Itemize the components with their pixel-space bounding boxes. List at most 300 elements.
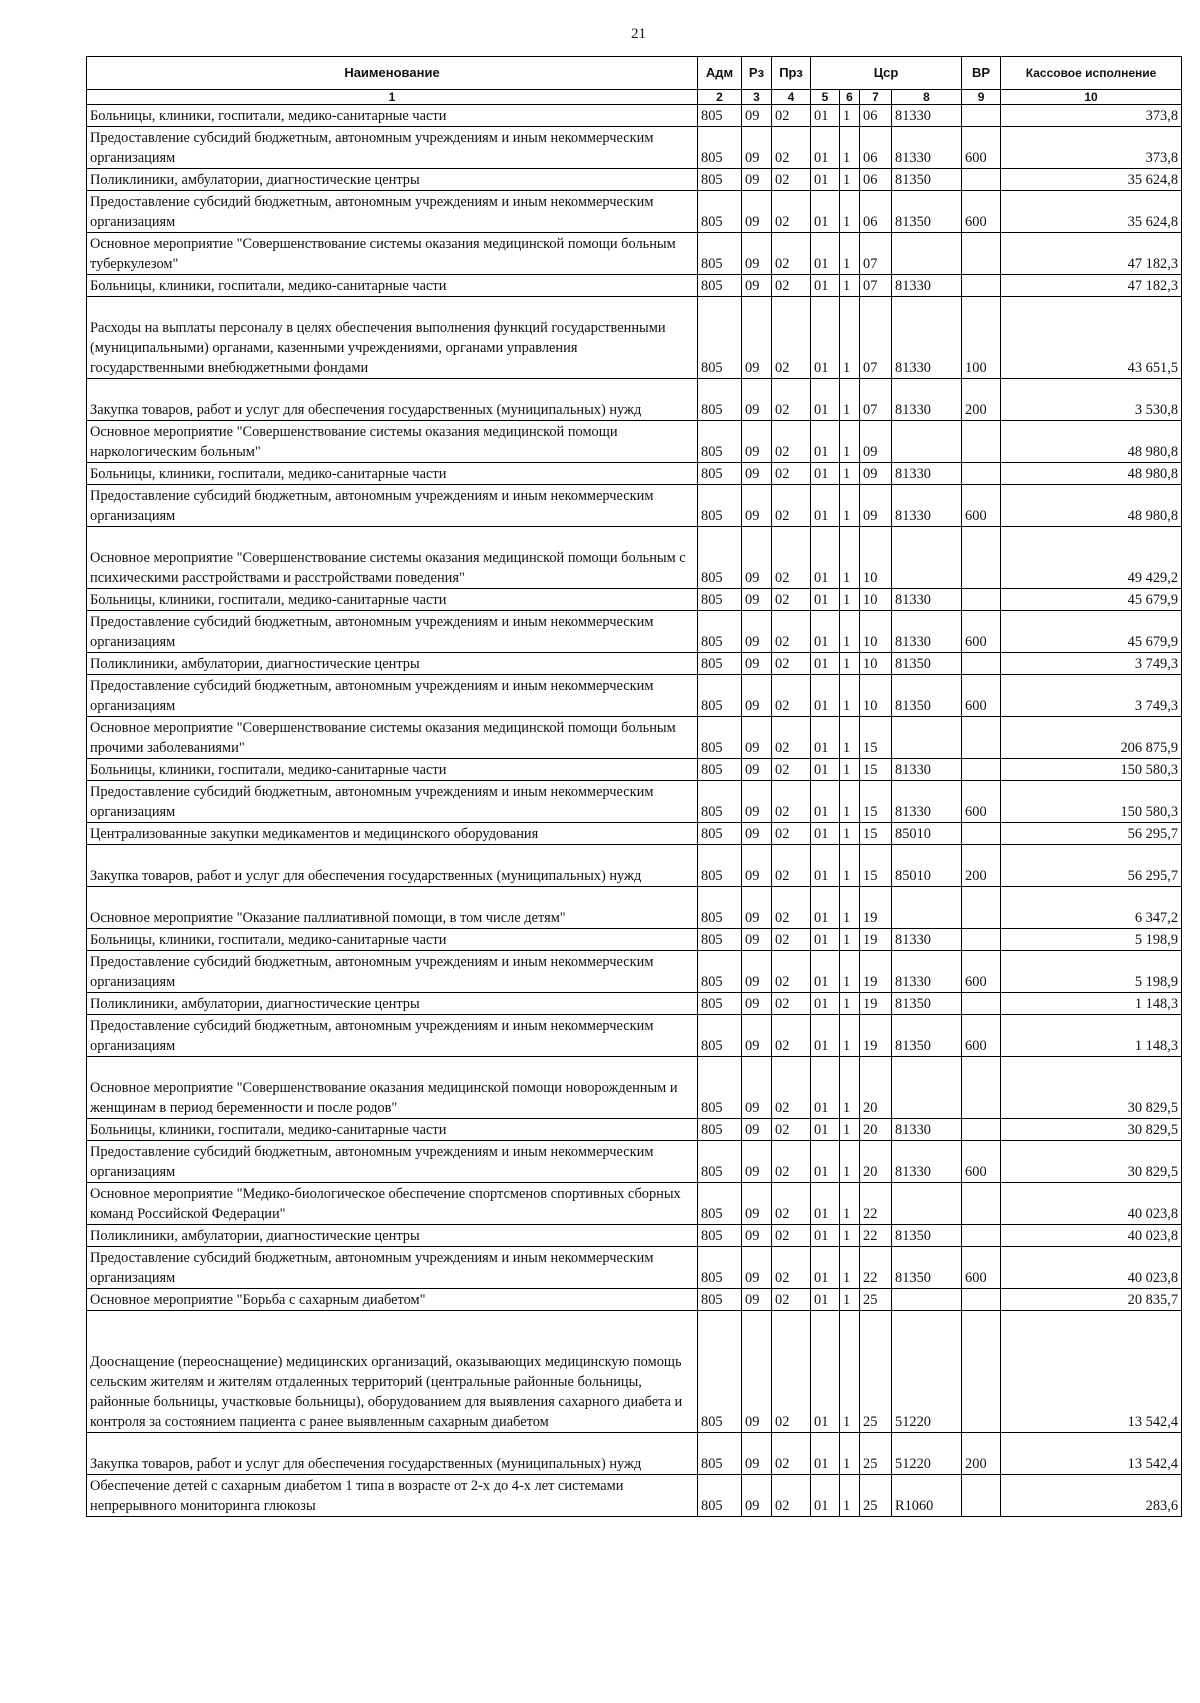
row-adm: 805 bbox=[698, 1247, 742, 1289]
row-csr-5: 01 bbox=[811, 993, 840, 1015]
row-amount: 1 148,3 bbox=[1001, 993, 1182, 1015]
row-csr-7: 15 bbox=[860, 717, 892, 759]
row-vr: 200 bbox=[962, 379, 1001, 421]
row-rz: 09 bbox=[742, 105, 772, 127]
row-name: Закупка товаров, работ и услуг для обеспечения государственных (муниципальных) нужд bbox=[87, 845, 698, 887]
row-vr bbox=[962, 105, 1001, 127]
row-vr bbox=[962, 1057, 1001, 1119]
row-name: Поликлиники, амбулатории, диагностические центры bbox=[87, 169, 698, 191]
header-csr: Цср bbox=[811, 57, 962, 90]
row-amount: 150 580,3 bbox=[1001, 781, 1182, 823]
column-number: 4 bbox=[772, 90, 811, 105]
row-csr-5: 01 bbox=[811, 1183, 840, 1225]
row-rz: 09 bbox=[742, 527, 772, 589]
table-row bbox=[87, 887, 1182, 929]
row-rz: 09 bbox=[742, 759, 772, 781]
row-rz: 09 bbox=[742, 1183, 772, 1225]
row-name: Больницы, клиники, госпитали, медико-санитарные части bbox=[87, 589, 698, 611]
row-adm: 805 bbox=[698, 1433, 742, 1475]
row-rz: 09 bbox=[742, 781, 772, 823]
row-amount: 373,8 bbox=[1001, 127, 1182, 169]
row-rz: 09 bbox=[742, 823, 772, 845]
row-prz: 02 bbox=[772, 1225, 811, 1247]
row-csr-7: 09 bbox=[860, 421, 892, 463]
row-csr-6: 1 bbox=[840, 993, 860, 1015]
row-csr-5: 01 bbox=[811, 887, 840, 929]
row-vr: 600 bbox=[962, 781, 1001, 823]
row-csr-6: 1 bbox=[840, 717, 860, 759]
row-csr-5: 01 bbox=[811, 379, 840, 421]
row-prz: 02 bbox=[772, 1311, 811, 1433]
table-row bbox=[87, 589, 1182, 611]
row-prz: 02 bbox=[772, 1119, 811, 1141]
row-rz: 09 bbox=[742, 421, 772, 463]
row-csr-7: 15 bbox=[860, 823, 892, 845]
row-csr-7: 19 bbox=[860, 993, 892, 1015]
row-csr-5: 01 bbox=[811, 1289, 840, 1311]
row-csr-8 bbox=[892, 527, 962, 589]
row-csr-8: 81350 bbox=[892, 653, 962, 675]
row-csr-8: 51220 bbox=[892, 1433, 962, 1475]
header-amount: Кассовое исполнение bbox=[1001, 57, 1182, 90]
row-csr-8 bbox=[892, 421, 962, 463]
row-vr: 600 bbox=[962, 611, 1001, 653]
row-adm: 805 bbox=[698, 589, 742, 611]
row-rz: 09 bbox=[742, 485, 772, 527]
row-csr-8: 81350 bbox=[892, 169, 962, 191]
row-csr-5: 01 bbox=[811, 297, 840, 379]
row-amount: 373,8 bbox=[1001, 105, 1182, 127]
column-number: 8 bbox=[892, 90, 962, 105]
row-adm: 805 bbox=[698, 993, 742, 1015]
row-csr-5: 01 bbox=[811, 1311, 840, 1433]
table-row bbox=[87, 233, 1182, 275]
row-name: Дооснащение (переоснащение) медицинских организаций, оказывающих медицинскую помощь сельским жителям и жителям отдаленных территорий (центральные районные больницы, районные больницы, участковые больницы), оборудованием для выявления сахарного диабета и контроля за состоянием пациента с ранее выявленным сахарным диабетом bbox=[87, 1311, 698, 1433]
row-prz: 02 bbox=[772, 1433, 811, 1475]
row-csr-5: 01 bbox=[811, 233, 840, 275]
row-csr-7: 10 bbox=[860, 527, 892, 589]
table-row bbox=[87, 105, 1182, 127]
table-row bbox=[87, 485, 1182, 527]
row-vr bbox=[962, 275, 1001, 297]
row-adm: 805 bbox=[698, 169, 742, 191]
row-csr-7: 07 bbox=[860, 379, 892, 421]
row-name: Больницы, клиники, госпитали, медико-санитарные части bbox=[87, 105, 698, 127]
row-amount: 13 542,4 bbox=[1001, 1311, 1182, 1433]
row-csr-7: 09 bbox=[860, 485, 892, 527]
row-csr-7: 19 bbox=[860, 887, 892, 929]
row-vr bbox=[962, 1289, 1001, 1311]
row-prz: 02 bbox=[772, 1183, 811, 1225]
table-row bbox=[87, 993, 1182, 1015]
header-vr: ВР bbox=[962, 57, 1001, 90]
row-csr-5: 01 bbox=[811, 275, 840, 297]
row-csr-7: 19 bbox=[860, 1015, 892, 1057]
row-csr-6: 1 bbox=[840, 297, 860, 379]
table-row bbox=[87, 1141, 1182, 1183]
row-rz: 09 bbox=[742, 191, 772, 233]
row-adm: 805 bbox=[698, 297, 742, 379]
row-csr-7: 22 bbox=[860, 1247, 892, 1289]
row-csr-8: R1060 bbox=[892, 1475, 962, 1517]
row-name: Поликлиники, амбулатории, диагностические центры bbox=[87, 653, 698, 675]
table-row bbox=[87, 1057, 1182, 1119]
row-vr bbox=[962, 759, 1001, 781]
row-adm: 805 bbox=[698, 823, 742, 845]
row-csr-6: 1 bbox=[840, 675, 860, 717]
row-rz: 09 bbox=[742, 1475, 772, 1517]
table-row bbox=[87, 1475, 1182, 1517]
row-vr: 600 bbox=[962, 485, 1001, 527]
row-csr-6: 1 bbox=[840, 1433, 860, 1475]
row-csr-8: 81330 bbox=[892, 105, 962, 127]
row-prz: 02 bbox=[772, 1141, 811, 1183]
row-prz: 02 bbox=[772, 191, 811, 233]
row-rz: 09 bbox=[742, 1311, 772, 1433]
row-csr-6: 1 bbox=[840, 589, 860, 611]
row-adm: 805 bbox=[698, 485, 742, 527]
row-csr-7: 06 bbox=[860, 191, 892, 233]
row-csr-5: 01 bbox=[811, 1433, 840, 1475]
row-rz: 09 bbox=[742, 233, 772, 275]
budget-table bbox=[86, 56, 1182, 1517]
row-amount: 56 295,7 bbox=[1001, 823, 1182, 845]
row-vr bbox=[962, 233, 1001, 275]
row-amount: 48 980,8 bbox=[1001, 485, 1182, 527]
row-adm: 805 bbox=[698, 887, 742, 929]
row-prz: 02 bbox=[772, 421, 811, 463]
row-prz: 02 bbox=[772, 781, 811, 823]
row-prz: 02 bbox=[772, 759, 811, 781]
row-csr-8 bbox=[892, 233, 962, 275]
page-number: 21 bbox=[631, 26, 646, 42]
row-prz: 02 bbox=[772, 297, 811, 379]
row-adm: 805 bbox=[698, 951, 742, 993]
row-csr-5: 01 bbox=[811, 675, 840, 717]
row-adm: 805 bbox=[698, 1311, 742, 1433]
row-csr-5: 01 bbox=[811, 1247, 840, 1289]
row-csr-6: 1 bbox=[840, 379, 860, 421]
row-csr-5: 01 bbox=[811, 485, 840, 527]
row-vr bbox=[962, 1119, 1001, 1141]
row-csr-8: 81330 bbox=[892, 1141, 962, 1183]
row-csr-7: 25 bbox=[860, 1475, 892, 1517]
row-prz: 02 bbox=[772, 1289, 811, 1311]
row-csr-5: 01 bbox=[811, 1141, 840, 1183]
row-csr-8: 81330 bbox=[892, 951, 962, 993]
row-adm: 805 bbox=[698, 463, 742, 485]
row-prz: 02 bbox=[772, 611, 811, 653]
row-adm: 805 bbox=[698, 717, 742, 759]
row-vr bbox=[962, 823, 1001, 845]
row-amount: 43 651,5 bbox=[1001, 297, 1182, 379]
table-row bbox=[87, 1247, 1182, 1289]
row-rz: 09 bbox=[742, 589, 772, 611]
row-name: Основное мероприятие "Совершенствование системы оказания медицинской помощи больным с психическими расстройствами и расстройствами поведения" bbox=[87, 527, 698, 589]
row-csr-8: 81330 bbox=[892, 379, 962, 421]
table-row bbox=[87, 611, 1182, 653]
row-prz: 02 bbox=[772, 845, 811, 887]
row-csr-8 bbox=[892, 717, 962, 759]
row-name: Предоставление субсидий бюджетным, автономным учреждениям и иным некоммерческим организациям bbox=[87, 1015, 698, 1057]
row-prz: 02 bbox=[772, 717, 811, 759]
column-number-row bbox=[87, 90, 1182, 105]
row-csr-8: 81350 bbox=[892, 1015, 962, 1057]
row-amount: 45 679,9 bbox=[1001, 611, 1182, 653]
table-body bbox=[87, 105, 1182, 1517]
row-adm: 805 bbox=[698, 845, 742, 887]
row-vr: 600 bbox=[962, 191, 1001, 233]
row-csr-6: 1 bbox=[840, 845, 860, 887]
row-prz: 02 bbox=[772, 1015, 811, 1057]
row-csr-8: 81330 bbox=[892, 1119, 962, 1141]
row-csr-8 bbox=[892, 1057, 962, 1119]
row-csr-6: 1 bbox=[840, 1247, 860, 1289]
row-csr-7: 10 bbox=[860, 611, 892, 653]
row-vr bbox=[962, 717, 1001, 759]
table-row bbox=[87, 717, 1182, 759]
row-csr-6: 1 bbox=[840, 653, 860, 675]
row-amount: 5 198,9 bbox=[1001, 951, 1182, 993]
row-name: Обеспечение детей с сахарным диабетом 1 типа в возрасте от 2-х до 4-х лет системами непрерывного мониторинга глюкозы bbox=[87, 1475, 698, 1517]
header-adm: Адм bbox=[698, 57, 742, 90]
row-prz: 02 bbox=[772, 485, 811, 527]
row-amount: 47 182,3 bbox=[1001, 233, 1182, 275]
row-vr bbox=[962, 653, 1001, 675]
row-csr-5: 01 bbox=[811, 1119, 840, 1141]
row-name: Больницы, клиники, госпитали, медико-санитарные части bbox=[87, 275, 698, 297]
row-adm: 805 bbox=[698, 275, 742, 297]
row-vr bbox=[962, 887, 1001, 929]
row-name: Предоставление субсидий бюджетным, автономным учреждениям и иным некоммерческим организациям bbox=[87, 191, 698, 233]
row-csr-7: 06 bbox=[860, 169, 892, 191]
row-adm: 805 bbox=[698, 1141, 742, 1183]
row-name: Больницы, клиники, госпитали, медико-санитарные части bbox=[87, 1119, 698, 1141]
table-row bbox=[87, 781, 1182, 823]
row-amount: 3 749,3 bbox=[1001, 653, 1182, 675]
row-prz: 02 bbox=[772, 675, 811, 717]
row-csr-6: 1 bbox=[840, 1183, 860, 1225]
row-adm: 805 bbox=[698, 105, 742, 127]
row-vr bbox=[962, 1225, 1001, 1247]
row-csr-5: 01 bbox=[811, 105, 840, 127]
column-number: 7 bbox=[860, 90, 892, 105]
row-csr-5: 01 bbox=[811, 1015, 840, 1057]
table-row bbox=[87, 1225, 1182, 1247]
row-adm: 805 bbox=[698, 759, 742, 781]
table-row bbox=[87, 759, 1182, 781]
row-name: Поликлиники, амбулатории, диагностические центры bbox=[87, 993, 698, 1015]
table-row bbox=[87, 1015, 1182, 1057]
row-amount: 30 829,5 bbox=[1001, 1141, 1182, 1183]
row-amount: 3 749,3 bbox=[1001, 675, 1182, 717]
row-csr-8: 81350 bbox=[892, 1247, 962, 1289]
row-vr: 600 bbox=[962, 951, 1001, 993]
row-name: Основное мероприятие "Совершенствование оказания медицинской помощи новорожденным и женщинам в период беременности и после родов" bbox=[87, 1057, 698, 1119]
row-name: Централизованные закупки медикаментов и медицинского оборудования bbox=[87, 823, 698, 845]
row-csr-6: 1 bbox=[840, 191, 860, 233]
row-csr-7: 19 bbox=[860, 929, 892, 951]
row-name: Предоставление субсидий бюджетным, автономным учреждениям и иным некоммерческим организациям bbox=[87, 485, 698, 527]
row-prz: 02 bbox=[772, 929, 811, 951]
row-rz: 09 bbox=[742, 297, 772, 379]
row-csr-5: 01 bbox=[811, 929, 840, 951]
row-csr-8 bbox=[892, 1289, 962, 1311]
row-csr-5: 01 bbox=[811, 421, 840, 463]
row-csr-8: 81330 bbox=[892, 611, 962, 653]
row-csr-6: 1 bbox=[840, 1289, 860, 1311]
row-adm: 805 bbox=[698, 653, 742, 675]
row-csr-7: 10 bbox=[860, 675, 892, 717]
column-number: 10 bbox=[1001, 90, 1182, 105]
row-amount: 206 875,9 bbox=[1001, 717, 1182, 759]
table-row bbox=[87, 1119, 1182, 1141]
row-adm: 805 bbox=[698, 527, 742, 589]
row-amount: 40 023,8 bbox=[1001, 1225, 1182, 1247]
row-vr bbox=[962, 1311, 1001, 1433]
row-csr-6: 1 bbox=[840, 105, 860, 127]
row-rz: 09 bbox=[742, 611, 772, 653]
row-amount: 30 829,5 bbox=[1001, 1057, 1182, 1119]
row-csr-7: 25 bbox=[860, 1289, 892, 1311]
table-row bbox=[87, 845, 1182, 887]
row-name: Предоставление субсидий бюджетным, автономным учреждениям и иным некоммерческим организациям bbox=[87, 127, 698, 169]
row-adm: 805 bbox=[698, 127, 742, 169]
row-adm: 805 bbox=[698, 1289, 742, 1311]
row-csr-7: 07 bbox=[860, 233, 892, 275]
row-csr-8: 81350 bbox=[892, 993, 962, 1015]
header-rz: Рз bbox=[742, 57, 772, 90]
row-rz: 09 bbox=[742, 1015, 772, 1057]
row-csr-5: 01 bbox=[811, 463, 840, 485]
table-row bbox=[87, 421, 1182, 463]
row-amount: 49 429,2 bbox=[1001, 527, 1182, 589]
row-amount: 48 980,8 bbox=[1001, 421, 1182, 463]
row-vr: 600 bbox=[962, 1247, 1001, 1289]
header-row bbox=[87, 57, 1182, 90]
row-amount: 40 023,8 bbox=[1001, 1247, 1182, 1289]
row-rz: 09 bbox=[742, 463, 772, 485]
row-csr-6: 1 bbox=[840, 1141, 860, 1183]
row-rz: 09 bbox=[742, 127, 772, 169]
row-rz: 09 bbox=[742, 993, 772, 1015]
row-name: Основное мероприятие "Оказание паллиативной помощи, в том числе детям" bbox=[87, 887, 698, 929]
row-csr-7: 19 bbox=[860, 951, 892, 993]
row-csr-5: 01 bbox=[811, 589, 840, 611]
table-row bbox=[87, 379, 1182, 421]
row-csr-5: 01 bbox=[811, 1225, 840, 1247]
table-row bbox=[87, 463, 1182, 485]
row-csr-8: 81330 bbox=[892, 781, 962, 823]
row-amount: 20 835,7 bbox=[1001, 1289, 1182, 1311]
row-csr-7: 09 bbox=[860, 463, 892, 485]
row-vr bbox=[962, 463, 1001, 485]
row-csr-5: 01 bbox=[811, 759, 840, 781]
row-csr-5: 01 bbox=[811, 1057, 840, 1119]
row-name: Расходы на выплаты персоналу в целях обеспечения выполнения функций государственными (муниципальными) органами, казенными учреждениями, органами управления государственными внебюджетными фондами bbox=[87, 297, 698, 379]
row-amount: 6 347,2 bbox=[1001, 887, 1182, 929]
row-name: Основное мероприятие "Совершенствование системы оказания медицинской помощи больным прочими заболеваниями" bbox=[87, 717, 698, 759]
table-row bbox=[87, 127, 1182, 169]
row-csr-8: 81350 bbox=[892, 1225, 962, 1247]
row-rz: 09 bbox=[742, 1141, 772, 1183]
row-csr-6: 1 bbox=[840, 169, 860, 191]
row-csr-5: 01 bbox=[811, 951, 840, 993]
row-adm: 805 bbox=[698, 1015, 742, 1057]
row-csr-7: 15 bbox=[860, 759, 892, 781]
row-csr-7: 25 bbox=[860, 1433, 892, 1475]
row-name: Предоставление субсидий бюджетным, автономным учреждениям и иным некоммерческим организациям bbox=[87, 781, 698, 823]
table-row bbox=[87, 929, 1182, 951]
row-csr-5: 01 bbox=[811, 127, 840, 169]
row-csr-7: 10 bbox=[860, 653, 892, 675]
row-rz: 09 bbox=[742, 1057, 772, 1119]
row-name: Больницы, клиники, госпитали, медико-санитарные части bbox=[87, 759, 698, 781]
row-name: Основное мероприятие "Борьба с сахарным диабетом" bbox=[87, 1289, 698, 1311]
table-row bbox=[87, 823, 1182, 845]
row-adm: 805 bbox=[698, 1475, 742, 1517]
row-adm: 805 bbox=[698, 233, 742, 275]
row-csr-6: 1 bbox=[840, 275, 860, 297]
row-csr-6: 1 bbox=[840, 463, 860, 485]
table-row bbox=[87, 297, 1182, 379]
row-adm: 805 bbox=[698, 1183, 742, 1225]
row-csr-5: 01 bbox=[811, 845, 840, 887]
row-csr-8: 81330 bbox=[892, 759, 962, 781]
row-name: Основное мероприятие "Совершенствование системы оказания медицинской помощи больным туберкулезом" bbox=[87, 233, 698, 275]
row-csr-5: 01 bbox=[811, 611, 840, 653]
row-csr-8: 81330 bbox=[892, 297, 962, 379]
row-name: Поликлиники, амбулатории, диагностические центры bbox=[87, 1225, 698, 1247]
row-csr-8: 81350 bbox=[892, 675, 962, 717]
row-csr-6: 1 bbox=[840, 233, 860, 275]
row-csr-8: 81330 bbox=[892, 929, 962, 951]
row-csr-7: 22 bbox=[860, 1225, 892, 1247]
row-vr bbox=[962, 421, 1001, 463]
row-amount: 48 980,8 bbox=[1001, 463, 1182, 485]
row-prz: 02 bbox=[772, 951, 811, 993]
row-vr: 200 bbox=[962, 845, 1001, 887]
row-csr-6: 1 bbox=[840, 421, 860, 463]
row-csr-7: 07 bbox=[860, 297, 892, 379]
row-csr-8: 81350 bbox=[892, 191, 962, 233]
row-csr-7: 06 bbox=[860, 127, 892, 169]
row-adm: 805 bbox=[698, 675, 742, 717]
row-amount: 5 198,9 bbox=[1001, 929, 1182, 951]
row-csr-8: 81330 bbox=[892, 589, 962, 611]
row-vr bbox=[962, 1183, 1001, 1225]
row-csr-7: 10 bbox=[860, 589, 892, 611]
row-csr-8: 81330 bbox=[892, 275, 962, 297]
column-number: 1 bbox=[87, 90, 698, 105]
row-csr-6: 1 bbox=[840, 951, 860, 993]
row-csr-6: 1 bbox=[840, 485, 860, 527]
header-prz: Прз bbox=[772, 57, 811, 90]
row-csr-8: 81330 bbox=[892, 485, 962, 527]
row-csr-6: 1 bbox=[840, 1475, 860, 1517]
row-csr-6: 1 bbox=[840, 1311, 860, 1433]
row-prz: 02 bbox=[772, 527, 811, 589]
row-rz: 09 bbox=[742, 675, 772, 717]
row-name: Предоставление субсидий бюджетным, автономным учреждениям и иным некоммерческим организациям bbox=[87, 675, 698, 717]
table-row bbox=[87, 1311, 1182, 1433]
column-number: 5 bbox=[811, 90, 840, 105]
header-name: Наименование bbox=[87, 57, 698, 90]
row-rz: 09 bbox=[742, 1247, 772, 1289]
row-amount: 283,6 bbox=[1001, 1475, 1182, 1517]
row-csr-5: 01 bbox=[811, 717, 840, 759]
row-prz: 02 bbox=[772, 1247, 811, 1289]
